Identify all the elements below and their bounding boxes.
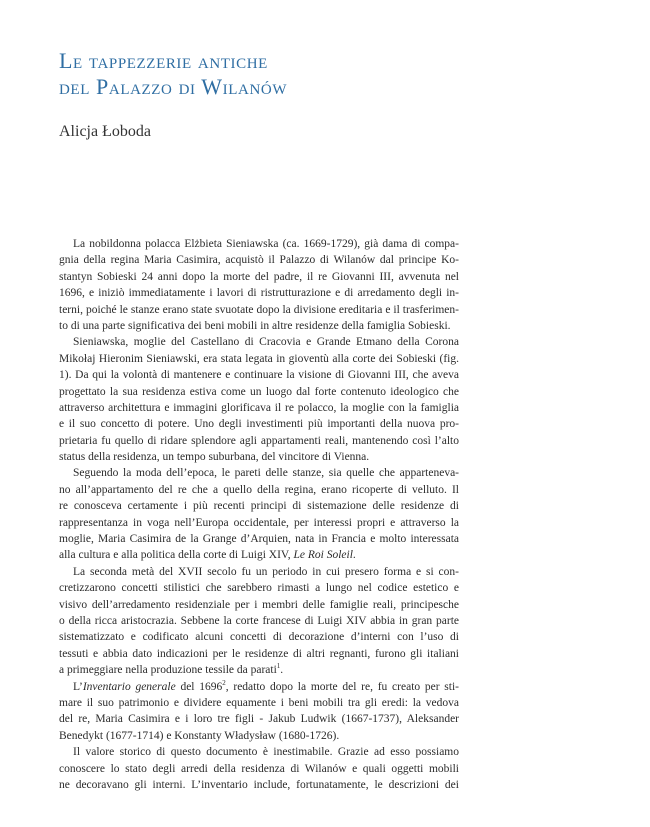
text-line: stantyn Sobieski 24 anni dopo la morte del padre, il re Giovanni III, avvenuta nel — [59, 270, 459, 283]
text-segment: . — [280, 664, 284, 677]
paragraph-4 — [59, 564, 459, 679]
text-segment: a primeggiare nella produzione tessile da parati — [59, 664, 277, 677]
text-segment: alla cultura e alla politica della corte di Luigi XIV, — [59, 549, 294, 562]
text-line: attraverso architettura e immagini glorificava il re polacco, la moglie con la famiglia — [59, 401, 459, 414]
text-line: Il valore storico di questo documento è inestimabile. Grazie ad esso possiamo — [73, 746, 459, 759]
paragraph-5 — [59, 679, 459, 745]
text-line: moglie, Maria Casimira de la Grange d’Arquien, nata in Francia e molto interessata — [59, 533, 459, 546]
text-line — [59, 679, 459, 695]
text-line: sistematizzato e codificato alcuni concetti di decorazione d’interni con l’uso di — [59, 631, 459, 644]
text-line: visivo dell’arredamento residenziale per i membri delle famiglie reali, principesche — [59, 598, 459, 611]
title-line-1: Le tappezzerie antiche — [59, 48, 268, 73]
text-segment: L’ — [73, 680, 83, 693]
text-line: rappresentanza in voga nell’Europa occidentale, per interessi propri e attraverso la — [59, 516, 459, 529]
text-line: cretizzarono concetti stilistici che sarebbero rimasti a lungo nel codice estetico e — [59, 582, 459, 595]
italic-title: Le Roi Soleil — [293, 549, 353, 562]
text-line: Mikołaj Hieronim Sieniawski, era stata legata in gioventù alla corte dei Sobieski (fig. — [59, 352, 459, 365]
text-line: to di una parte significativa dei beni mobili in altre residenze della famiglia Sobieski. — [59, 319, 451, 332]
title-line-2: del Palazzo di Wilanów — [59, 74, 288, 99]
text-line: 1696, e iniziò immediatamente i lavori di ristrutturazione e di arredamento degli in- — [59, 287, 459, 300]
text-line: mare il suo patrimonio e dividere equamente i beni mobili tra gli eredi: la vedova — [59, 696, 459, 709]
article-title — [59, 48, 459, 100]
text-segment: , redatto dopo la morte del re, fu creato per sti- — [225, 680, 459, 693]
footnote-ref-1[interactable]: 1 — [276, 662, 281, 671]
text-line: Sieniawska, moglie del Castellano di Cracovia e Grande Etmano della Corona — [73, 336, 459, 349]
footnote-ref-2[interactable]: 2 — [222, 678, 226, 687]
text-line: no all’appartamento del re che a quello della regina, erano ricoperte di velluto. Il — [59, 483, 459, 496]
text-line — [59, 662, 459, 678]
text-line: La seconda metà del XVII secolo fu un periodo in cui presero forma e si con- — [73, 565, 459, 578]
text-segment: del 1696 — [175, 680, 223, 693]
text-line: progettato la sua residenza estiva come un luogo dal forte contenuto ideologico che — [59, 385, 459, 398]
text-segment: . — [352, 549, 356, 562]
text-line: La nobildonna polacca Elżbieta Sieniawska (ca. 1669-1729), già dama di compa- — [73, 238, 459, 250]
text-line: Benedykt (1677-1714) e Konstanty Władysław (1680-1726). — [59, 729, 340, 742]
text-line: ne decoravano gli interni. L’inventario include, fortunatamente, le descrizioni dei — [59, 778, 459, 791]
italic-title: Inventario generale — [82, 680, 176, 693]
text-line: re conosceva certamente i più recenti principi di sistemazione delle residenze di — [59, 500, 459, 513]
author-name: Alicja Łoboda — [59, 123, 151, 140]
text-line — [59, 547, 459, 563]
text-line: e il suo concetto di potere. Uno degli investimenti più importanti della nuova pro- — [59, 418, 459, 431]
paragraph-3 — [59, 465, 459, 563]
text-line: status della residenza, un tempo suburbana, del vincitore di Vienna. — [59, 451, 370, 464]
paragraph-1 — [59, 236, 459, 334]
text-line: o della ricca aristocrazia. Sebbene la corte francese di Luigi XIV abbia in gran parte — [59, 614, 459, 627]
text-line: terni, poiché le stanze erano state svuotate dopo la divisione ereditaria e il trasferimen- — [59, 303, 459, 316]
paragraph-2 — [59, 334, 459, 465]
text-line: del re, Maria Casimira e i loro tre figli - Jakub Ludwik (1667-1737), Aleksander — [59, 713, 459, 726]
text-line: prietaria fu quello di ridare splendore agli appartamenti reali, mantenendo così l’alto — [59, 434, 459, 447]
article-body — [59, 236, 459, 793]
text-line: tessuti e abbia dato indicazioni per le residenze di altri regnanti, furono gli italiani — [59, 647, 459, 660]
text-line: 1). Da qui la volontà di mantenere e continuare la visione di Giovanni III, che aveva — [59, 369, 459, 382]
paragraph-6 — [59, 744, 459, 793]
text-line: Seguendo la moda dell’epoca, le pareti delle stanze, sia quelle che apparteneva- — [73, 467, 459, 480]
text-line: conoscere lo stato degli arredi della residenza di Wilanów e quali oggetti mobili — [59, 762, 459, 775]
text-line: gnia della regina Maria Casimira, acquistò il Palazzo di Wilanów dal principe Ko- — [59, 254, 459, 267]
